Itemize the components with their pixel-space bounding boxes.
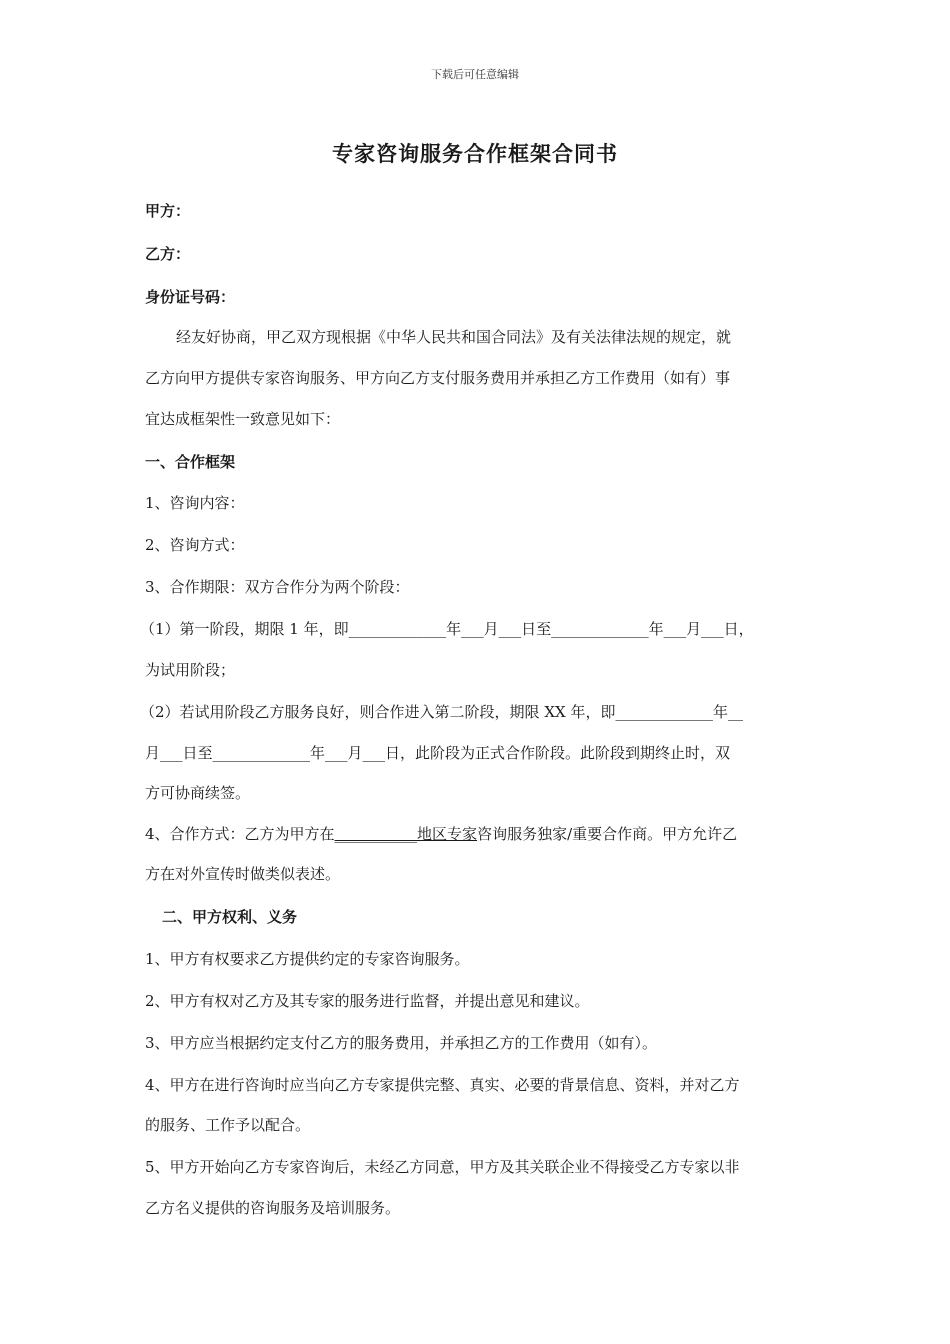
section-heading: 二、甲方权利、义务 — [162, 908, 298, 926]
clause-item: 月___日至_____________年___月___日，此阶段为正式合作阶段。此阶段到期终止时，双 — [145, 744, 731, 762]
clause-item: 方在对外宣传时做类似表述。 — [145, 865, 341, 883]
clause-item: 方可协商续签。 — [145, 784, 251, 802]
clause-item: 3、合作期限：双方合作分为两个阶段： — [145, 578, 410, 596]
intro-paragraph-line: 乙方向甲方提供专家咨询服务、甲方向乙方支付服务费用并承担乙方工作费用（如有）事 — [145, 369, 731, 387]
party-b-label: 乙方： — [145, 245, 191, 263]
section-heading: 一、合作框架 — [145, 453, 236, 471]
document-title: 专家咨询服务合作框架合同书 — [332, 141, 618, 166]
clause-item: 2、甲方有权对乙方及其专家的服务进行监督，并提出意见和建议。 — [145, 992, 590, 1010]
clause-item: （2）若试用阶段乙方服务良好，则合作进入第二阶段，期限 XX 年，即_____________年__ — [140, 703, 743, 721]
party-a-label: 甲方： — [145, 202, 191, 220]
clause-item: 乙方名义提供的咨询服务及培训服务。 — [145, 1199, 401, 1217]
clause-item: （1）第一阶段，期限 1 年，即_____________年___月___日至_____________年___月___日， — [140, 620, 754, 638]
clause-item: 为试用阶段； — [145, 661, 236, 679]
region-blank: ___________地区专家 — [334, 825, 478, 843]
clause-text: 4、合作方式：乙方为甲方在 — [145, 825, 335, 843]
id-number-label: 身份证号码： — [145, 288, 236, 306]
clause-item: 5、甲方开始向乙方专家咨询后，未经乙方同意，甲方及其关联企业不得接受乙方专家以非 — [145, 1158, 740, 1176]
clause-item: 4、甲方在进行咨询时应当向乙方专家提供完整、真实、必要的背景信息、资料，并对乙方 — [145, 1076, 740, 1094]
clause-item: 1、咨询内容： — [145, 494, 245, 512]
clause-item: 的服务、工作予以配合。 — [145, 1116, 311, 1134]
intro-paragraph-line: 宜达成框架性一致意见如下： — [145, 410, 341, 428]
clause-item: 3、甲方应当根据约定支付乙方的服务费用，并承担乙方的工作费用（如有）。 — [145, 1034, 658, 1052]
intro-paragraph-line: 经友好协商，甲乙双方现根据《中华人民共和国合同法》及有关法律法规的规定，就 — [176, 328, 732, 346]
clause-item — [145, 823, 737, 844]
clause-item: 1、甲方有权要求乙方提供约定的专家咨询服务。 — [145, 950, 470, 968]
header-note: 下载后可任意编辑 — [431, 68, 519, 81]
clause-item: 2、咨询方式： — [145, 536, 245, 554]
clause-text: 咨询服务独家/重要合作商。甲方允许乙 — [477, 825, 738, 843]
